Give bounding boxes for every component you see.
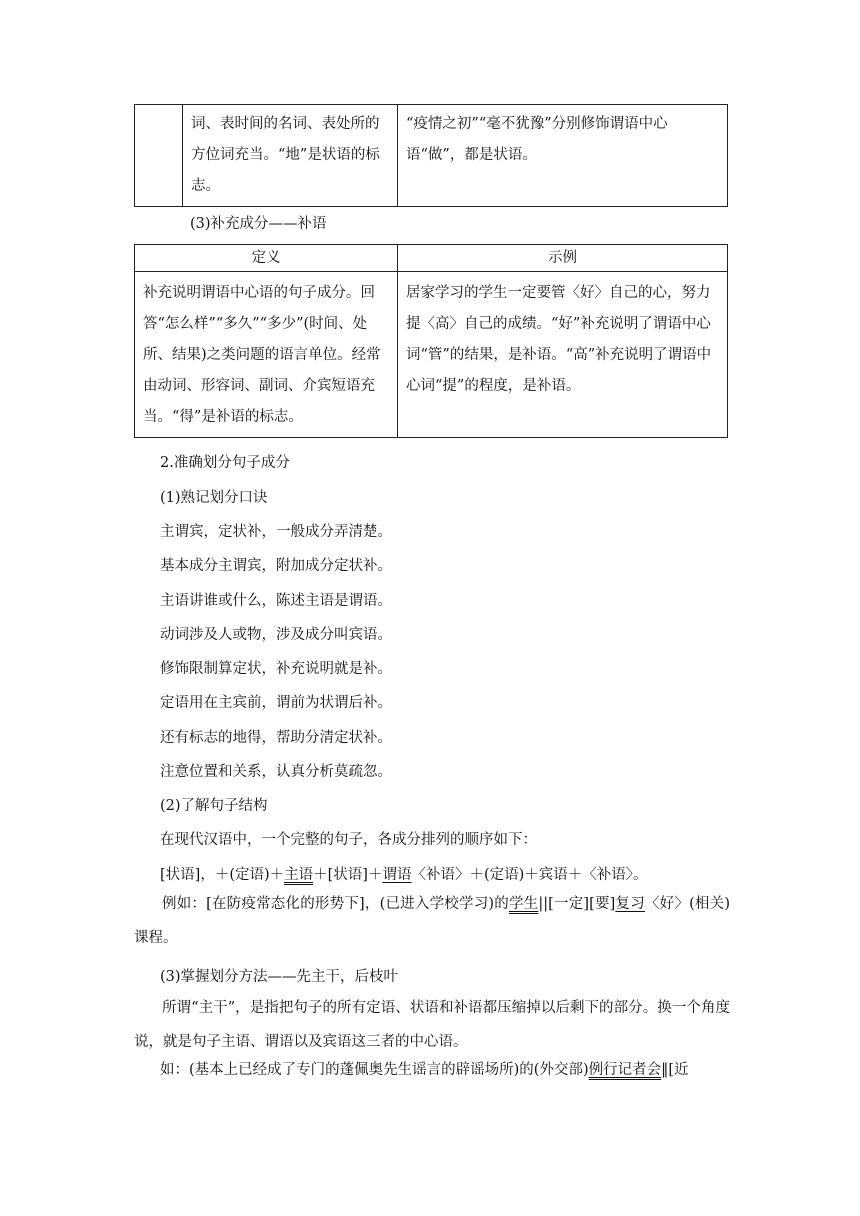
- rhyme-line: 注意位置和关系，认真分析莫疏忽。: [160, 764, 392, 780]
- rhyme-line: 定语用在主宾前，谓前为状谓后补。: [160, 695, 392, 711]
- example-sentence: 例如：[在防疫常态化的形势下]，(已进入学校学习)的学生||[一定][要]复习〈好〉(相关)课程。: [134, 896, 730, 946]
- header-example: 示例: [398, 245, 728, 272]
- table-row: [135, 272, 728, 438]
- header-definition: 定义: [135, 245, 398, 272]
- complement-definition-cell: 补充说明谓语中心语的句子成分。回答“怎么样”“多久”“多少”(时间、处所、结果)之类问题的语言单位。经常由动词、形容词、副词、介宾短语充当。“得”是补语的标志。: [135, 272, 398, 438]
- table-cell-empty: [135, 105, 183, 207]
- table-header-row: [135, 245, 728, 272]
- structure-intro: 在现代汉语中，一个完整的句子，各成分排列的顺序如下：: [160, 832, 537, 848]
- structure-formula: [状语]，＋(定语)＋主语＋[状语]＋谓语〈补语〉＋(定语)＋宾语＋〈补语〉。: [160, 867, 648, 883]
- rhyme-line: 还有标志的地得，帮助分清定状补。: [160, 730, 392, 746]
- rhyme-line: 动词涉及人或物，涉及成分叫宾语。: [160, 627, 392, 643]
- adverbial-definition-cell: 词、表时间的名词、表处所的方位词充当。“地”是状语的标志。: [183, 105, 398, 207]
- formula-predicate: 谓语: [382, 867, 412, 883]
- trunk-explanation: 所谓“主干”，是指把句子的所有定语、状语和补语都压缩掉以后剩下的部分。换一个角度说，就是句子主语、谓语以及宾语这三者的中心语。: [134, 1000, 730, 1050]
- formula-subject: 主语: [284, 867, 314, 883]
- example-subject: 学生: [508, 896, 539, 912]
- complement-table: [134, 244, 728, 438]
- rhyme-line: 修饰限制算定状，补充说明就是补。: [160, 661, 392, 677]
- sub-heading-rhyme: (1)熟记划分口诀: [160, 490, 268, 506]
- rhyme-line: 主谓宾，定状补，一般成分弄清楚。: [160, 524, 392, 540]
- sub-heading-structure: (2)了解句子结构: [160, 798, 268, 814]
- table-row: [135, 105, 728, 207]
- example-sentence-2: 如：(基本上已经成了专门的蓬佩奥先生谣言的辟谣场所)的(外交部)例行记者会‖[近: [160, 1062, 689, 1078]
- sub-heading-method: (3)掌握划分方法——先主干，后枝叶: [160, 969, 399, 985]
- complement-example-cell: 居家学习的学生一定要管〈好〉自己的心，努力提〈高〉自己的成绩。“好”补充说明了谓语中心词“管”的结果，是补语。“高”补充说明了谓语中心词“提”的程度，是补语。: [398, 272, 728, 438]
- rhyme-line: 主语讲谁或什么，陈述主语是谓语。: [160, 593, 392, 609]
- adverbial-table-continuation: [134, 104, 728, 207]
- heading-complement: (3)补充成分——补语: [190, 216, 327, 232]
- adverbial-example-cell: “疫情之初”“毫不犹豫”分别修饰谓语中心语“做”，都是状语。: [398, 105, 728, 207]
- example-predicate: 复习: [615, 896, 645, 912]
- example2-subject: 例行记者会: [588, 1062, 662, 1078]
- section-heading: 2.准确划分句子成分: [160, 455, 290, 471]
- rhyme-line: 基本成分主谓宾，附加成分定状补。: [160, 558, 392, 574]
